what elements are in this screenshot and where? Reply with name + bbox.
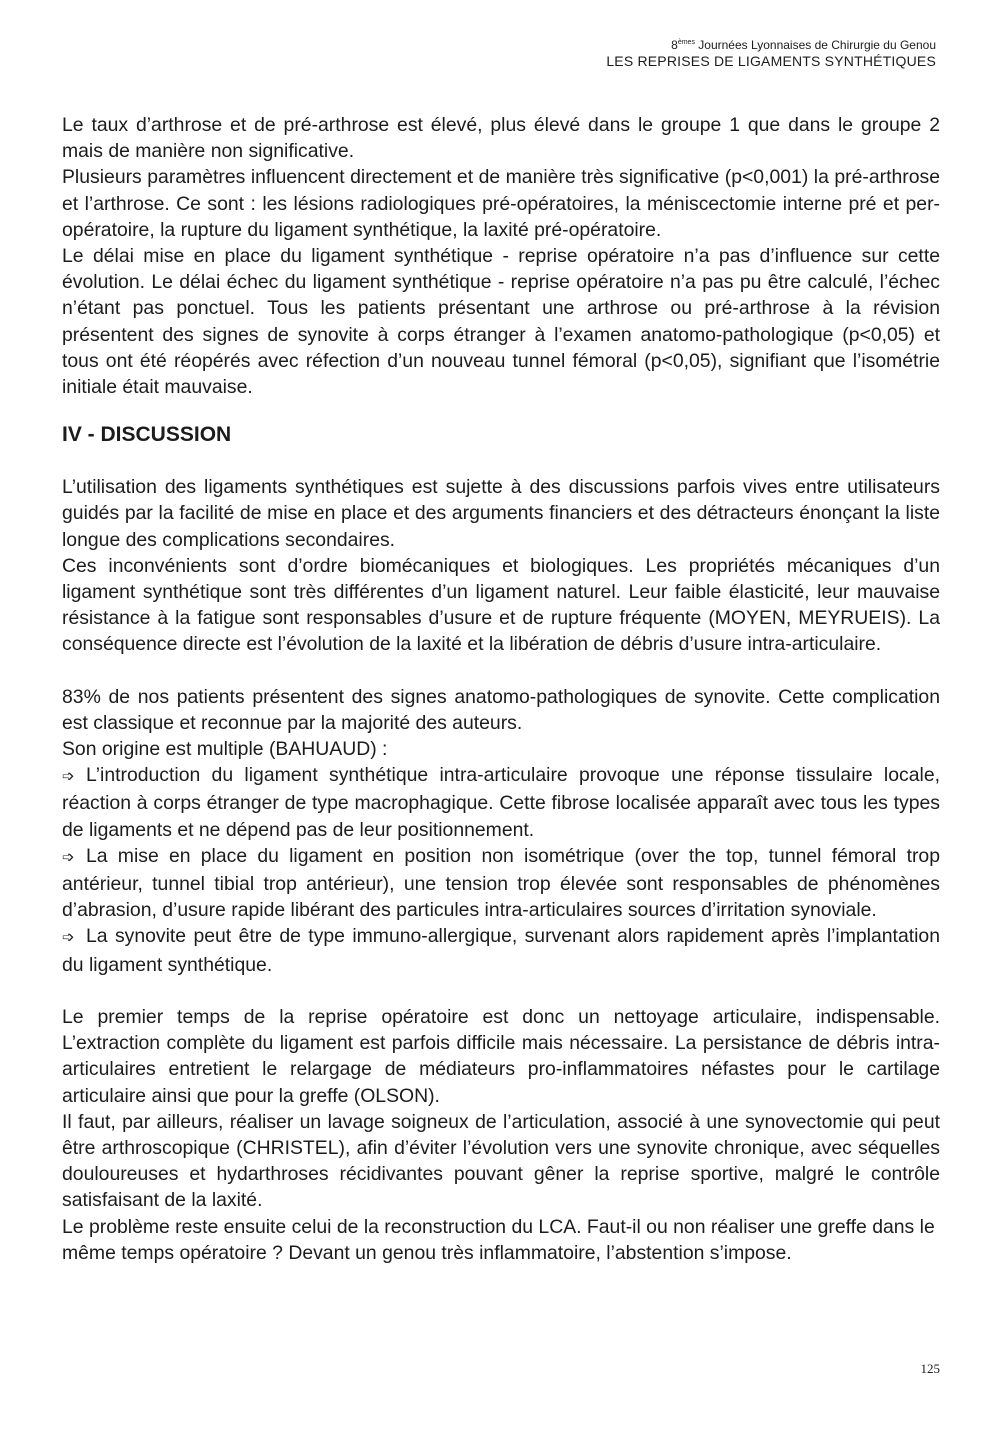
revision-paragraph-1: Le premier temps de la reprise opératoire est donc un nettoyage articulaire, indispensable. L’extraction complète du ligament est parfois difficile mais nécessaire. La persistance de débris intra-articulaires entretient le relargage de médiateurs pro-inflammatoires néfastes pour le cartilage articulaire ainsi que pour la greffe (OLSON).: [62, 1005, 940, 1107]
header-conference-name: Journées Lyonnaises de Chirurgie du Genou: [694, 38, 936, 52]
revision-paragraph-2: Il faut, par ailleurs, réaliser un lavage soigneux de l’articulation, associé à une synovectomie qui peut être arthroscopique (CHRISTEL), afin d’éviter l’évolution vers une synovite chronique, avec séquelles douloureuses et hydarthroses récidivantes pouvant gêner la reprise sportive, malgré le contrôle satisfaisant de la laxité.: [62, 1110, 940, 1212]
bullet-item-1: [62, 762, 940, 843]
discussion-paragraph-1: L’utilisation des ligaments synthétiques est sujette à des discussions parfois vives entre utilisateurs guidés par la facilité de mise en place et des arguments financiers et des détracteurs énonçant la liste longue des complications secondaires.: [62, 476, 940, 551]
synovitis-intro-paragraph: 83% de nos patients présentent des signes anatomo-pathologiques de synovite. Cette complication est classique et reconnue par la majorité des auteurs.: [62, 685, 940, 734]
arrow-bullet-icon: ➩: [62, 768, 75, 786]
results-paragraph-3: Le délai mise en place du ligament synthétique - reprise opératoire n’a pas d’influence sur cette évolution. Le délai échec du ligament synthétique - reprise opératoire n’a pas pu être calculé, l’échec n’étant pas ponctuel. Tous les patients présentant une arthrose ou pré-arthrose à la révision présentent des signes de synovite à corps étranger à l’examen anatomo-pathologique (p<0,05) et tous ont été réopérés avec réfection d’un nouveau tunnel fémoral (p<0,05), signifiant que l’isométrie initiale était mauvaise.: [62, 245, 940, 399]
paragraph-spacer: [62, 978, 940, 1004]
page-number: 125: [920, 1361, 940, 1376]
synovitis-origin-line: Son origine est multiple (BAHUAUD) :: [62, 738, 388, 761]
bullet-text: La mise en place du ligament en position non isométrique (over the top, tunnel fémoral trop antérieur, tunnel tibial trop antérieur), une tension trop élevée sont responsables de phénomènes d’abrasion, d’usure rapide libérant des particules intra-articulaires sources d’irritation synoviale.: [62, 844, 940, 922]
arrow-bullet-icon: ➩: [62, 848, 75, 866]
section-heading-discussion: IV - DISCUSSION: [62, 423, 232, 447]
arrow-bullet-icon: ➩: [62, 929, 75, 947]
running-header: [606, 36, 936, 70]
bullet-text: L’introduction du ligament synthétique intra-articulaire provoque une réponse tissulaire locale, réaction à corps étranger de type macrophagique. Cette fibrose localisée apparaît avec tous les types de ligaments et ne dépend pas de leur positionnement.: [62, 764, 940, 841]
header-conference-title: [606, 36, 936, 52]
header-ordinal-suffix: èmes: [677, 39, 695, 46]
header-chapter-title: LES REPRISES DE LIGAMENTS SYNTHÉTIQUES: [606, 53, 936, 69]
results-paragraph-1: Le taux d’arthrose et de pré-arthrose est élevé, plus élevé dans le groupe 1 que dans le groupe 2 mais de manière non significative.: [62, 114, 940, 163]
paragraph-spacer: [62, 658, 940, 684]
revision-paragraph-3: Le problème reste ensuite celui de la reconstruction du LCA. Faut-il ou non réaliser une greffe dans le même temps opératoire ? Devant un genou très inflammatoire, l’abstention s’impose.: [62, 1215, 935, 1264]
discussion-paragraph-2: Ces inconvénients sont d’ordre biomécaniques et biologiques. Les propriétés mécaniques d’un ligament synthétique sont très différentes d’un ligament naturel. Leur faible élasticité, leur mauvaise résistance à la fatigue sont responsables d’usure et de rupture fréquente (MOYEN, MEYRUEIS). La conséquence directe est l’évolution de la laxité et la libération de débris d’usure intra-articulaire.: [62, 554, 940, 656]
bullet-item-2: [62, 843, 940, 924]
results-paragraph-2: Plusieurs paramètres influencent directement et de manière très significative (p<0,001) la pré-arthrose et l’arthrose. Ce sont : les lésions radiologiques pré-opératoires, la méniscectomie interne pré et per-opératoire, la rupture du ligament synthétique, la laxité pré-opératoire.: [62, 166, 940, 241]
page-body: [62, 112, 940, 1266]
header-ordinal: 8: [671, 38, 678, 52]
bullet-text: La synovite peut être de type immuno-allergique, survenant alors rapidement après l’implantation du ligament synthétique.: [62, 925, 940, 976]
bullet-item-3: [62, 923, 940, 977]
